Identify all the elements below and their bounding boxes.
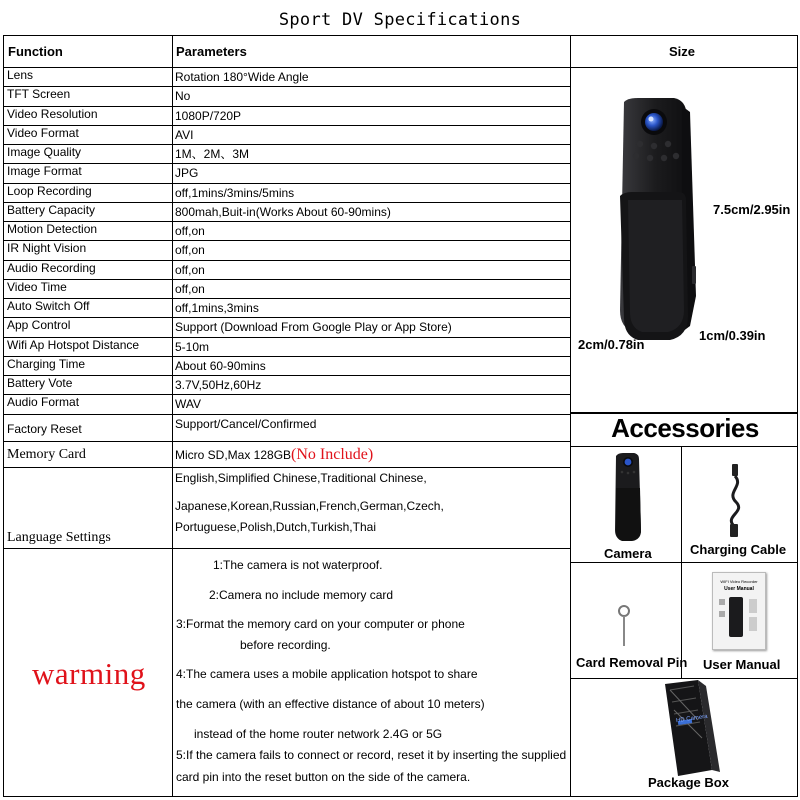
spec-function-label: Audio Recording — [7, 260, 96, 275]
row-divider — [3, 414, 571, 415]
row-divider — [3, 240, 571, 241]
row-divider — [3, 317, 571, 318]
row-divider — [3, 125, 571, 126]
row-divider — [3, 144, 571, 145]
spec-function-label: Auto Switch Off — [7, 299, 90, 313]
language-line: Japanese,Korean,Russian,French,German,Czech, — [175, 499, 444, 513]
factory-reset-value: Support/Cancel/Confirmed — [175, 417, 317, 431]
row-divider — [3, 548, 571, 549]
size-height: 7.5cm/2.95in — [713, 202, 791, 217]
warning-note: 4:The camera uses a mobile application hotspot to share — [176, 667, 478, 681]
warning-note: 5:If the camera fails to connect or record, reset it by inserting the supplied — [176, 748, 567, 762]
row-divider — [3, 279, 571, 280]
warning-note: instead of the home router network 2.4G or 5G — [194, 727, 443, 741]
accessory-cable-image — [716, 462, 756, 540]
spec-function-label: App Control — [7, 318, 71, 333]
accessory-pin-label: Card Removal Pin — [576, 655, 688, 670]
warning-note: card pin into the reset button on the side of the camera. — [176, 770, 471, 784]
camera-size-image — [598, 96, 710, 344]
warning-note: 2:Camera no include memory card — [209, 588, 394, 602]
spec-parameter-value: 1M、2M、3M — [175, 147, 250, 161]
language-settings-label: Language Settings — [7, 530, 111, 545]
spec-parameter-value: 800mah,Buit-in(Works About 60-90mins) — [175, 204, 391, 219]
spec-function-label: TFT Screen — [7, 87, 71, 102]
row-divider — [3, 375, 571, 376]
spec-function-label: Lens — [7, 68, 34, 82]
header-function: Function — [8, 44, 63, 59]
warning-note: before recording. — [240, 638, 331, 652]
acc-grid-divider — [570, 678, 798, 679]
spec-function-label: Charging Time — [7, 356, 86, 371]
spec-function-label: Battery Capacity — [7, 202, 96, 217]
acc-grid-divider — [570, 446, 798, 447]
box-brand-text: HD Camera — [675, 713, 708, 725]
memory-card-capacity: Micro SD,Max 128GB — [175, 448, 292, 462]
spec-function-label: Video Resolution — [7, 106, 98, 121]
accessory-pin-image — [614, 604, 634, 648]
size-depth: 1cm/0.39in — [699, 328, 766, 343]
spec-parameter-value: JPG — [175, 166, 199, 181]
row-divider — [3, 467, 571, 468]
accessory-box-image — [640, 680, 740, 780]
spec-parameter-value: 3.7V,50Hz,60Hz — [175, 378, 262, 392]
spec-parameter-value: off,1mins,3mins — [175, 301, 259, 315]
accessories-title: Accessories — [611, 413, 759, 443]
spec-function-label: Audio Format — [7, 395, 80, 410]
factory-reset-label: Factory Reset — [7, 422, 82, 436]
spec-parameter-value: Support (Download From Google Play or App Store) — [175, 320, 452, 335]
spec-parameter-value: No — [175, 89, 191, 104]
spec-function-label: IR Night Vision — [7, 241, 87, 256]
header-parameters: Parameters — [176, 44, 247, 59]
manual-cover-title: WIFI Video Recorder — [720, 579, 758, 584]
row-divider — [3, 86, 571, 87]
accessory-camera-image — [610, 452, 644, 542]
spec-parameter-value: 5-10m — [175, 339, 210, 354]
row-divider — [3, 394, 571, 395]
spec-parameter-value: off,on — [175, 262, 205, 277]
spec-function-label: Image Format — [7, 164, 82, 179]
accessory-manual-label: User Manual — [703, 657, 781, 672]
accessory-box-label: Package Box — [648, 775, 729, 790]
spec-parameter-value: AVI — [175, 127, 194, 142]
spec-function-label: Image Quality — [7, 145, 82, 159]
language-line: Portuguese,Polish,Dutch,Turkish,Thai — [175, 520, 376, 534]
accessory-camera-label: Camera — [604, 546, 652, 561]
spec-parameter-value: off,on — [175, 224, 205, 238]
spec-function-label: Loop Recording — [7, 183, 92, 198]
warming-label: warming — [32, 656, 146, 691]
memory-card-value — [175, 448, 373, 462]
warning-note: the camera (with an effective distance of about 10 meters) — [176, 697, 485, 711]
memory-card-label: Memory Card — [7, 447, 86, 462]
spec-function-label: Battery Vote — [7, 376, 73, 390]
spec-parameter-value: off,1mins/3mins/5mins — [175, 185, 295, 200]
accessory-manual-image — [712, 572, 766, 650]
memory-card-note: (No Include) — [291, 446, 374, 463]
row-divider — [3, 441, 571, 442]
header-size: Size — [669, 44, 696, 59]
spec-function-label: Wifi Ap Hotspot Distance — [7, 337, 140, 352]
manual-cover-subtitle: User Manual — [724, 586, 754, 592]
spec-parameter-value: off,on — [175, 281, 205, 296]
spec-function-label: Video Time — [7, 279, 67, 294]
column-divider — [172, 35, 173, 797]
spec-parameter-value: WAV — [175, 397, 201, 412]
row-divider — [3, 163, 571, 164]
spec-function-label: Motion Detection — [7, 222, 98, 236]
header-divider — [3, 67, 798, 68]
spec-parameter-value: off,on — [175, 243, 205, 258]
language-line: English,Simplified Chinese,Traditional Chinese, — [175, 471, 427, 485]
page-title: Sport DV Specifications — [278, 10, 522, 30]
size-width: 2cm/0.78in — [578, 337, 645, 352]
warning-note: 3:Format the memory card on your computer or phone — [176, 617, 465, 631]
spec-parameter-value: Rotation 180°Wide Angle — [175, 70, 309, 84]
spec-parameter-value: About 60-90mins — [175, 358, 266, 373]
row-divider — [3, 356, 571, 357]
warning-note: 1:The camera is not waterproof. — [213, 558, 383, 572]
acc-grid-divider — [570, 562, 798, 563]
spec-parameter-value: 1080P/720P — [175, 108, 242, 123]
spec-function-label: Video Format — [7, 125, 79, 140]
accessory-cable-label: Charging Cable — [690, 542, 787, 557]
